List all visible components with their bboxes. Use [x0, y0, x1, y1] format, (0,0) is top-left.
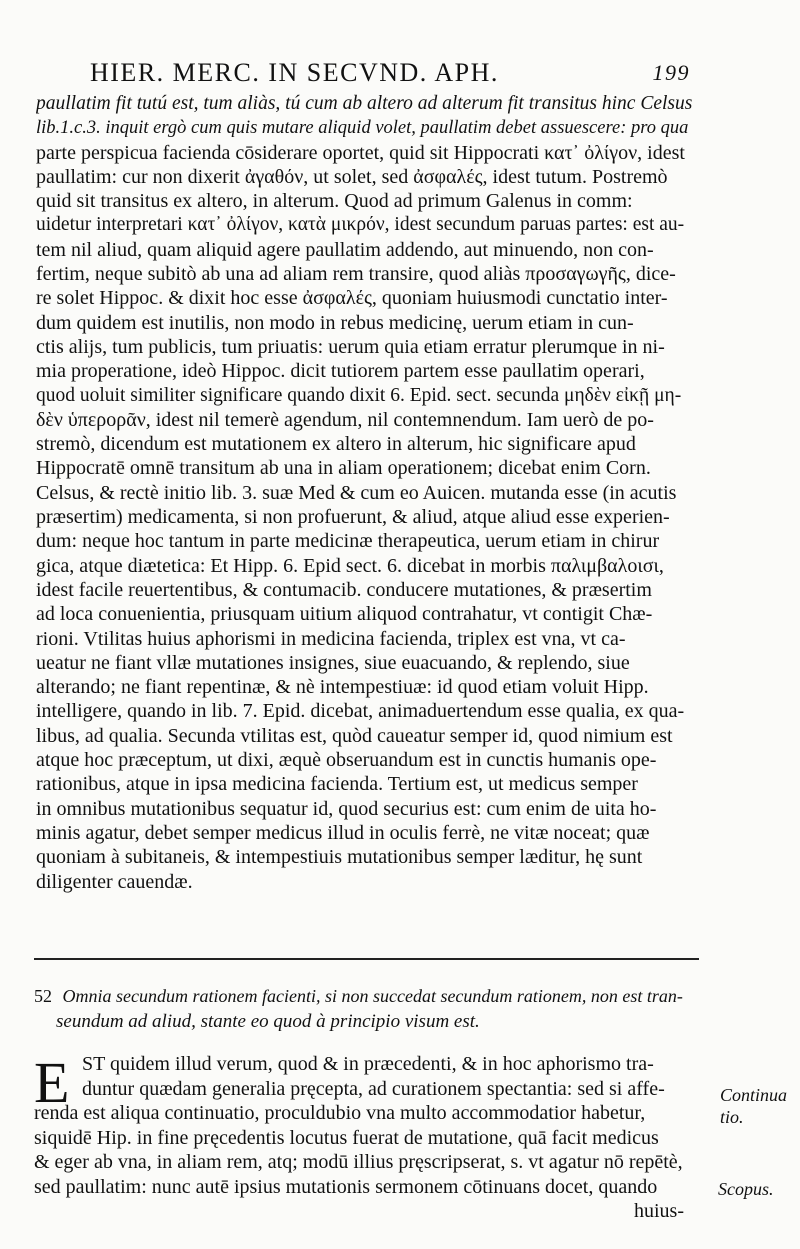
text-line: renda est aliqua continuatio, proculdubio vna multo accommodatior habetur,: [34, 1102, 646, 1124]
text-line: mia properatione, ideò Hippoc. dicit tutiorem partem esse paullatim operari,: [36, 360, 645, 383]
text-line: paullatim fit tutú est, tum aliàs, tú cum ab altero ad alterum fit transitus hinc Celsus: [36, 93, 693, 114]
text-line: atque hoc præceptum, ut dixi, æquè obseruandum est in cunctis humanis ope-: [36, 749, 657, 772]
margin-note-continuatio: Continua tio.: [720, 1085, 788, 1127]
text-line: ctis alijs, tum publicis, tum priuatis: uerum quia etiam erratur plerumque in ni-: [36, 335, 665, 358]
text-line: uidetur interpretari κατ᾽ ὀλίγον, κατὰ μικρόν, idest secundum paruas partes: est au-: [36, 214, 685, 236]
running-title: HIER. MERC. IN SECVND. APH.: [90, 58, 499, 87]
text-line: fertim, neque subitò ab una ad aliam rem transire, quod aliàs προσαγωγῆς, dice-: [36, 263, 676, 286]
running-header: [90, 58, 690, 88]
text-line: libus, ad qualia. Secunda vtilitas est, quòd caueatur semper id, quod nimium est: [36, 724, 673, 747]
aphorism-number: 52: [34, 986, 52, 1006]
text-line: lib.1.c.3. inquit ergò cum quis mutare aliquid volet, paullatim debet assuescere: pro qua: [36, 118, 689, 139]
margin-note-scopus: Scopus.: [718, 1179, 774, 1199]
text-line: quoniam à subitaneis, & intempestiuis mutationibus semper læditur, hę sunt: [36, 846, 643, 869]
text-line: intelligere, quando in lib. 7. Epid. dicebat, animaduertendum esse qualia, ex qua-: [36, 700, 685, 723]
text-line: ueatur ne fiant vllæ mutationes insignes, siue euacuando, & replendo, siue: [36, 651, 630, 674]
text-line: quid sit transitus ex altero, in alterum. Quod ad primum Galenus in comm:: [36, 190, 633, 213]
aphorism-block: [34, 983, 699, 1035]
commentary-text: [36, 92, 696, 894]
text-line: siquidē Hip. in fine pręcedentis locutus fuerat de mutatione, quā facit medicus: [34, 1126, 659, 1149]
section-divider: [34, 958, 699, 960]
catchword: huius-: [634, 1200, 684, 1222]
text-line: tem nil aliud, quam aliquid agere paullatim addendo, aut minuendo, non con-: [36, 238, 654, 261]
page-number: 199: [652, 60, 690, 85]
text-line: rioni. Vtilitas huius aphorismi in medicina facienda, triplex est vna, vt ca-: [36, 627, 626, 650]
text-line: stremò, dicendum est mutationem ex altero in alterum, hic significare apud: [36, 433, 636, 456]
text-line: rationibus, atque in ipsa medicina facienda. Tertium est, ut medicus semper: [36, 773, 638, 796]
text-line: alterando; ne fiant repentinæ, & nè intempestiuæ: id quod etiam voluit Hipp.: [36, 676, 649, 699]
commentary-text-2: [34, 1052, 704, 1224]
drop-cap: E: [34, 1050, 70, 1115]
aphorism-line: 52 Omnia secundum rationem facienti, si non succedat secundum rationem, non est tran-: [34, 986, 683, 1006]
text-line: idest facile reuertentibus, & contumacib. conducere mutationes, & præsertim: [36, 578, 652, 601]
text-line: dum: neque hoc tantum in parte medicinæ therapeutica, uerum etiam in chirur: [36, 530, 660, 553]
text-line: diligenter cauendæ.: [36, 870, 193, 893]
text-line: re solet Hippoc. & dixit hoc esse ἀσφαλές, quoniam huiusmodi cunctatio inter-: [36, 287, 668, 310]
text-line: parte perspicua facienda cōsiderare oportet, quid sit Hippocrati κατ᾽ ὀλίγον, idest: [36, 141, 685, 164]
aphorism-line: seundum ad aliud, stante eo quod à principio visum est.: [56, 1011, 480, 1032]
text-line: δὲν ὑπερορᾶν, idest nil temerè agendum, nil contemnendum. Iam uerò de po-: [36, 408, 654, 431]
text-line: & eger ab vna, in aliam rem, atq; modū illius pręscripserat, s. vt agatur nō repētè,: [34, 1151, 683, 1173]
text-line: dum quidem est inutilis, non modo in rebus medicinę, uerum etiam in cun-: [36, 311, 634, 334]
text-line: ST quidem illud verum, quod & in præcedenti, & in hoc aphorismo tra-: [82, 1053, 654, 1075]
text-line: Celsus, & rectè initio lib. 3. suæ Med & cum eo Auicen. mutanda esse (in acutis: [36, 481, 677, 504]
text-line: ad loca conuenientia, priusquam uitium aliquod contrahatur, vt contigit Chæ-: [36, 603, 653, 626]
text-line: gica, atque diætetica: Et Hipp. 6. Epid sect. 6. dicebat in morbis παλιμβαλοισι,: [36, 554, 664, 577]
text-line: duntur quædam generalia pręcepta, ad curationem spectantia: sed si affe-: [82, 1077, 665, 1100]
text-line: paullatim: cur non dixerit ἀγαθόν, ut solet, sed ἀσφαλές, idest tutum. Postremò: [36, 165, 668, 188]
text-line: Hippocratē omnē transitum ab una in aliam operationem; dicebat enim Corn.: [36, 457, 651, 480]
text-line: minis agatur, debet semper medicus illud in oculis ferrè, ne vitæ noceat; quæ: [36, 821, 650, 844]
text-line: præsertim) medicamenta, si non profuerunt, & aliud, atque aliud esse experien-: [36, 506, 670, 529]
text-line: quod uoluit similiter significare quando dixit 6. Epid. sect. secunda μηδὲν εἰκῇ μη-: [36, 384, 682, 406]
text-line: sed paullatim: nunc autē ipsius mutationis sermonem cōtinuans docet, quando: [34, 1175, 658, 1198]
text-line: in omnibus mutationibus sequatur id, quod securius est: cum enim de uita ho-: [36, 797, 657, 820]
